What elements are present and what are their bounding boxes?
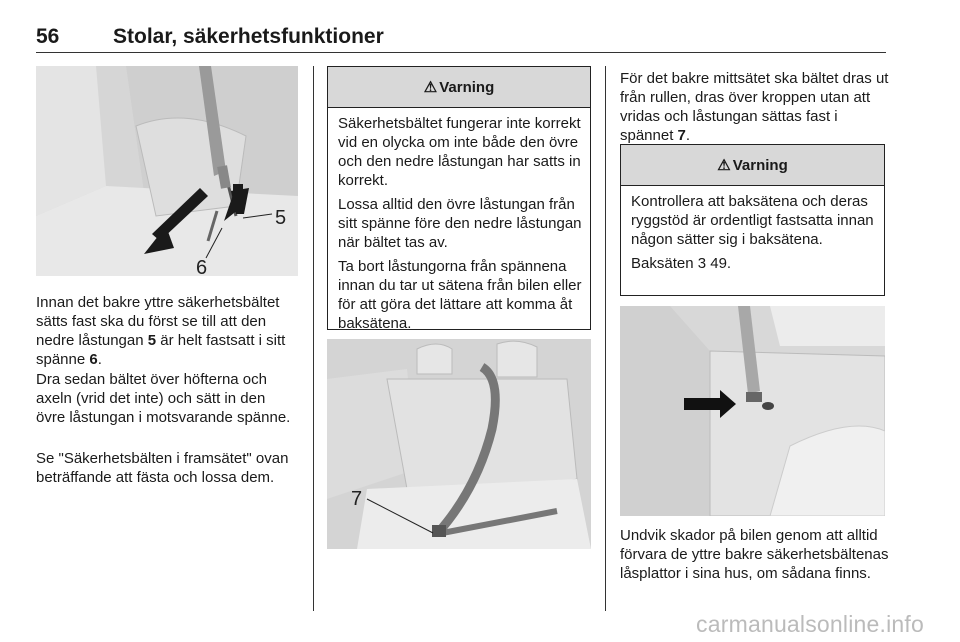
warning-header xyxy=(621,145,884,186)
warning-title: Varning xyxy=(732,156,788,174)
warning-header xyxy=(328,67,590,108)
warning-paragraph: Lossa alltid den övre låstungan från sitt spänne före den nedre låstungan när bältet tas av. xyxy=(338,196,582,251)
col1-paragraph-2: Dra sedan bältet över höfterna och axeln (vrid det inte) och sätt in den övre låstungan i motsvarande spänne. xyxy=(36,371,291,426)
callout-7: 7 xyxy=(351,488,363,510)
warning-paragraph: Säkerhetsbältet fungerar inte korrekt vid en olycka om inte både den övre och den nedre låstungan har satts in korrekt. xyxy=(338,115,581,189)
page-title: Stolar, säkerhetsfunktioner xyxy=(113,25,384,48)
col1-paragraph-1: Innan det bakre yttre säkerhetsbältet sätts fast ska du först se till att den nedre låstungan 5 är helt fastsatt i sitt spänne 6. xyxy=(36,294,286,368)
rear-outer-seatbelt-figure xyxy=(36,66,298,276)
warning-body xyxy=(328,108,590,333)
column-divider-1 xyxy=(313,66,314,611)
watermark: carmanualsonline.info xyxy=(696,611,924,637)
rear-center-seatbelt-figure xyxy=(327,339,591,549)
belt-housing-figure xyxy=(620,306,885,516)
warning-triangle-icon: ⚠ xyxy=(717,157,731,174)
callout-6: 6 xyxy=(196,257,208,276)
warning-triangle-icon: ⚠ xyxy=(423,79,438,96)
page-ref-arrow-icon: 3 xyxy=(697,255,707,272)
warning-paragraph: Kontrollera att baksätena och deras ryggstöd är ordentligt fastsatta innan någon sätter sig i baksätena. xyxy=(631,193,874,248)
warning-title: Varning xyxy=(439,78,495,96)
warning-box-belts xyxy=(327,66,591,330)
header-rule xyxy=(36,52,886,53)
warning-body xyxy=(621,186,884,273)
warning-box-seats xyxy=(620,144,885,296)
warning-paragraph: Baksäten 3 49. xyxy=(631,255,732,272)
warning-paragraph: Ta bort låstungorna från spännena innan du tar ut sätena från bilen eller för att göra det lättare att komma åt baksätena. xyxy=(338,258,582,332)
col1-paragraph-3: Se "Säkerhetsbälten i framsätet" ovan beträffande att fästa och lossa dem. xyxy=(36,450,289,486)
page-number: 56 xyxy=(36,25,60,48)
col3-paragraph-2: Undvik skador på bilen genom att alltid förvara de yttre bakre säkerhetsbältenas låsplattor i sina hus, om sådana finns. xyxy=(620,527,889,582)
col3-paragraph-1: För det bakre mittsätet ska bältet dras ut från rullen, dras över kroppen utan att vridas och låstungan sättas fast i spännet 7. xyxy=(620,70,889,144)
column-divider-2 xyxy=(605,66,606,611)
callout-5: 5 xyxy=(275,207,287,229)
